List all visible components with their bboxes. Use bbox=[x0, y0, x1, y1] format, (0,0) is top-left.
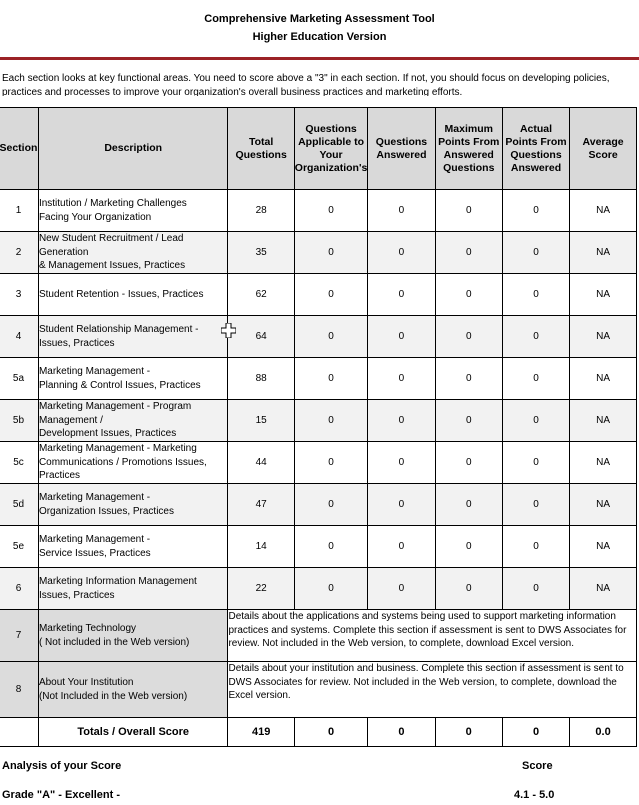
col-header-section: Section bbox=[0, 108, 38, 190]
totals-label: Totals / Overall Score bbox=[38, 718, 228, 747]
total-questions-cell[interactable]: 44 bbox=[228, 442, 294, 484]
table-row bbox=[0, 568, 637, 610]
grade-a-range: 4.1 - 5.0 bbox=[514, 789, 555, 801]
average-cell[interactable]: NA bbox=[570, 358, 637, 400]
actual-points-cell[interactable]: 0 bbox=[502, 358, 569, 400]
col-header-answered: Questions Answered bbox=[368, 108, 435, 190]
score-heading: Score bbox=[522, 760, 553, 772]
totals-max-cell: 0 bbox=[435, 718, 502, 747]
col-header-max-points: Maximum Points From Answered Questions bbox=[435, 108, 502, 190]
section-cell[interactable]: 7 bbox=[0, 610, 38, 662]
description-cell[interactable]: New Student Recruitment / Lead Generation & Management Issues, Practices bbox=[38, 232, 228, 274]
description-cell[interactable]: About Your Institution (Not Included in the Web version) bbox=[38, 662, 228, 718]
description-cell[interactable]: Marketing Technology ( Not included in the Web version) bbox=[38, 610, 228, 662]
section-cell[interactable]: 2 bbox=[0, 232, 38, 274]
max-points-cell[interactable]: 0 bbox=[435, 568, 502, 610]
col-header-applicable: Questions Applicable to Your Organization's bbox=[294, 108, 368, 190]
header-divider bbox=[0, 57, 639, 60]
average-cell[interactable]: NA bbox=[570, 568, 637, 610]
intro-text: Each section looks at key functional areas. You need to score above a "3" in each section. If not, you should focus on developing policies, practices and processes to improve your organization's overall business practices and marketing efforts. bbox=[2, 73, 610, 96]
description-cell[interactable]: Marketing Management - Planning & Control Issues, Practices bbox=[38, 358, 228, 400]
actual-points-cell[interactable]: 0 bbox=[502, 316, 569, 358]
answered-cell[interactable]: 0 bbox=[368, 484, 435, 526]
col-header-description: Description bbox=[38, 108, 228, 190]
section-cell[interactable]: 5e bbox=[0, 526, 38, 568]
page-subtitle: Higher Education Version bbox=[252, 31, 387, 43]
max-points-cell[interactable]: 0 bbox=[435, 358, 502, 400]
applicable-cell[interactable]: 0 bbox=[294, 526, 368, 568]
actual-points-cell[interactable]: 0 bbox=[502, 274, 569, 316]
actual-points-cell[interactable]: 0 bbox=[502, 232, 569, 274]
answered-cell[interactable]: 0 bbox=[368, 526, 435, 568]
applicable-cell[interactable]: 0 bbox=[294, 274, 368, 316]
average-cell[interactable]: NA bbox=[570, 316, 637, 358]
max-points-cell[interactable]: 0 bbox=[435, 274, 502, 316]
answered-cell[interactable]: 0 bbox=[368, 274, 435, 316]
average-cell[interactable]: NA bbox=[570, 190, 637, 232]
answered-cell[interactable]: 0 bbox=[368, 400, 435, 442]
totals-row bbox=[0, 718, 637, 747]
section-cell[interactable]: 6 bbox=[0, 568, 38, 610]
table-row bbox=[0, 232, 637, 274]
average-cell[interactable]: NA bbox=[570, 526, 637, 568]
details-cell: Details about the applications and systems being used to support marketing information practices and systems. Complete this section if assessment is sent to DWS Associates for review. Not included in the Web version, to complete, download Excel version. bbox=[228, 610, 637, 662]
totals-applicable-cell: 0 bbox=[294, 718, 368, 747]
table-row bbox=[0, 316, 637, 358]
totals-total-cell: 419 bbox=[228, 718, 294, 747]
max-points-cell[interactable]: 0 bbox=[435, 400, 502, 442]
table-row bbox=[0, 442, 637, 484]
section-cell[interactable]: 5a bbox=[0, 358, 38, 400]
page-title: Comprehensive Marketing Assessment Tool bbox=[204, 13, 435, 25]
col-header-total: Total Questions bbox=[228, 108, 294, 190]
analysis-heading: Analysis of your Score bbox=[2, 760, 122, 772]
total-questions-cell[interactable]: 22 bbox=[228, 568, 294, 610]
total-questions-cell[interactable]: 28 bbox=[228, 190, 294, 232]
answered-cell[interactable]: 0 bbox=[368, 316, 435, 358]
average-cell[interactable]: NA bbox=[570, 484, 637, 526]
table-row bbox=[0, 400, 637, 442]
table-row-info bbox=[0, 610, 637, 662]
table-row bbox=[0, 484, 637, 526]
col-header-actual-points: Actual Points From Questions Answered bbox=[502, 108, 569, 190]
description-cell[interactable]: Student Relationship Management - Issues, Practices bbox=[38, 316, 228, 358]
total-questions-cell[interactable]: 15 bbox=[228, 400, 294, 442]
section-cell[interactable]: 5b bbox=[0, 400, 38, 442]
col-header-average: Average Score bbox=[570, 108, 637, 190]
total-questions-cell[interactable]: 47 bbox=[228, 484, 294, 526]
total-questions-cell[interactable]: 88 bbox=[228, 358, 294, 400]
answered-cell[interactable]: 0 bbox=[368, 358, 435, 400]
answered-cell[interactable]: 0 bbox=[368, 442, 435, 484]
section-cell[interactable]: 8 bbox=[0, 662, 38, 718]
description-cell[interactable]: Marketing Information Management Issues, Practices bbox=[38, 568, 228, 610]
actual-points-cell[interactable]: 0 bbox=[502, 400, 569, 442]
applicable-cell[interactable]: 0 bbox=[294, 358, 368, 400]
total-questions-cell[interactable]: 14 bbox=[228, 526, 294, 568]
table-row bbox=[0, 526, 637, 568]
max-points-cell[interactable]: 0 bbox=[435, 316, 502, 358]
actual-points-cell[interactable]: 0 bbox=[502, 568, 569, 610]
applicable-cell[interactable]: 0 bbox=[294, 442, 368, 484]
average-cell[interactable]: NA bbox=[570, 232, 637, 274]
average-cell[interactable]: NA bbox=[570, 400, 637, 442]
max-points-cell[interactable]: 0 bbox=[435, 442, 502, 484]
table-row bbox=[0, 190, 637, 232]
max-points-cell[interactable]: 0 bbox=[435, 232, 502, 274]
description-cell[interactable]: Student Retention - Issues, Practices bbox=[38, 274, 228, 316]
table-row bbox=[0, 274, 637, 316]
totals-avg-cell: 0.0 bbox=[570, 718, 637, 747]
answered-cell[interactable]: 0 bbox=[368, 568, 435, 610]
cursor-crosshair-icon bbox=[221, 323, 236, 338]
applicable-cell[interactable]: 0 bbox=[294, 400, 368, 442]
table-row-info bbox=[0, 662, 637, 718]
totals-actual-cell: 0 bbox=[502, 718, 569, 747]
section-cell[interactable]: 4 bbox=[0, 316, 38, 358]
applicable-cell[interactable]: 0 bbox=[294, 190, 368, 232]
average-cell[interactable]: NA bbox=[570, 442, 637, 484]
section-cell[interactable]: 3 bbox=[0, 274, 38, 316]
applicable-cell[interactable]: 0 bbox=[294, 316, 368, 358]
total-questions-cell[interactable]: 35 bbox=[228, 232, 294, 274]
details-cell: Details about your institution and business. Complete this section if assessment is sent to DWS Associates for review. Not included in the Web version, to complete, download the Excel version. bbox=[228, 662, 637, 718]
description-cell[interactable]: Marketing Management - Organization Issues, Practices bbox=[38, 484, 228, 526]
total-questions-cell[interactable]: 62 bbox=[228, 274, 294, 316]
applicable-cell[interactable]: 0 bbox=[294, 484, 368, 526]
actual-points-cell[interactable]: 0 bbox=[502, 442, 569, 484]
actual-points-cell[interactable]: 0 bbox=[502, 526, 569, 568]
average-cell[interactable]: NA bbox=[570, 274, 637, 316]
max-points-cell[interactable]: 0 bbox=[435, 526, 502, 568]
actual-points-cell[interactable]: 0 bbox=[502, 484, 569, 526]
table-row bbox=[0, 358, 637, 400]
grade-a-label: Grade "A" - Excellent - bbox=[2, 789, 121, 801]
actual-points-cell[interactable]: 0 bbox=[502, 190, 569, 232]
max-points-cell[interactable]: 0 bbox=[435, 484, 502, 526]
applicable-cell[interactable]: 0 bbox=[294, 232, 368, 274]
assessment-table bbox=[0, 107, 637, 747]
section-cell[interactable]: 5c bbox=[0, 442, 38, 484]
answered-cell[interactable]: 0 bbox=[368, 232, 435, 274]
description-cell[interactable]: Marketing Management - Service Issues, Practices bbox=[38, 526, 228, 568]
description-cell[interactable]: Marketing Management - Marketing Communications / Promotions Issues, Practices bbox=[38, 442, 228, 484]
answered-cell[interactable]: 0 bbox=[368, 190, 435, 232]
max-points-cell[interactable]: 0 bbox=[435, 190, 502, 232]
blank-cell bbox=[0, 718, 38, 747]
applicable-cell[interactable]: 0 bbox=[294, 568, 368, 610]
description-cell[interactable]: Institution / Marketing Challenges Facing Your Organization bbox=[38, 190, 228, 232]
total-questions-cell[interactable]: 64 bbox=[228, 316, 294, 358]
section-cell[interactable]: 5d bbox=[0, 484, 38, 526]
description-cell[interactable]: Marketing Management - Program Management / Development Issues, Practices bbox=[38, 400, 228, 442]
totals-answered-cell: 0 bbox=[368, 718, 435, 747]
section-cell[interactable]: 1 bbox=[0, 190, 38, 232]
